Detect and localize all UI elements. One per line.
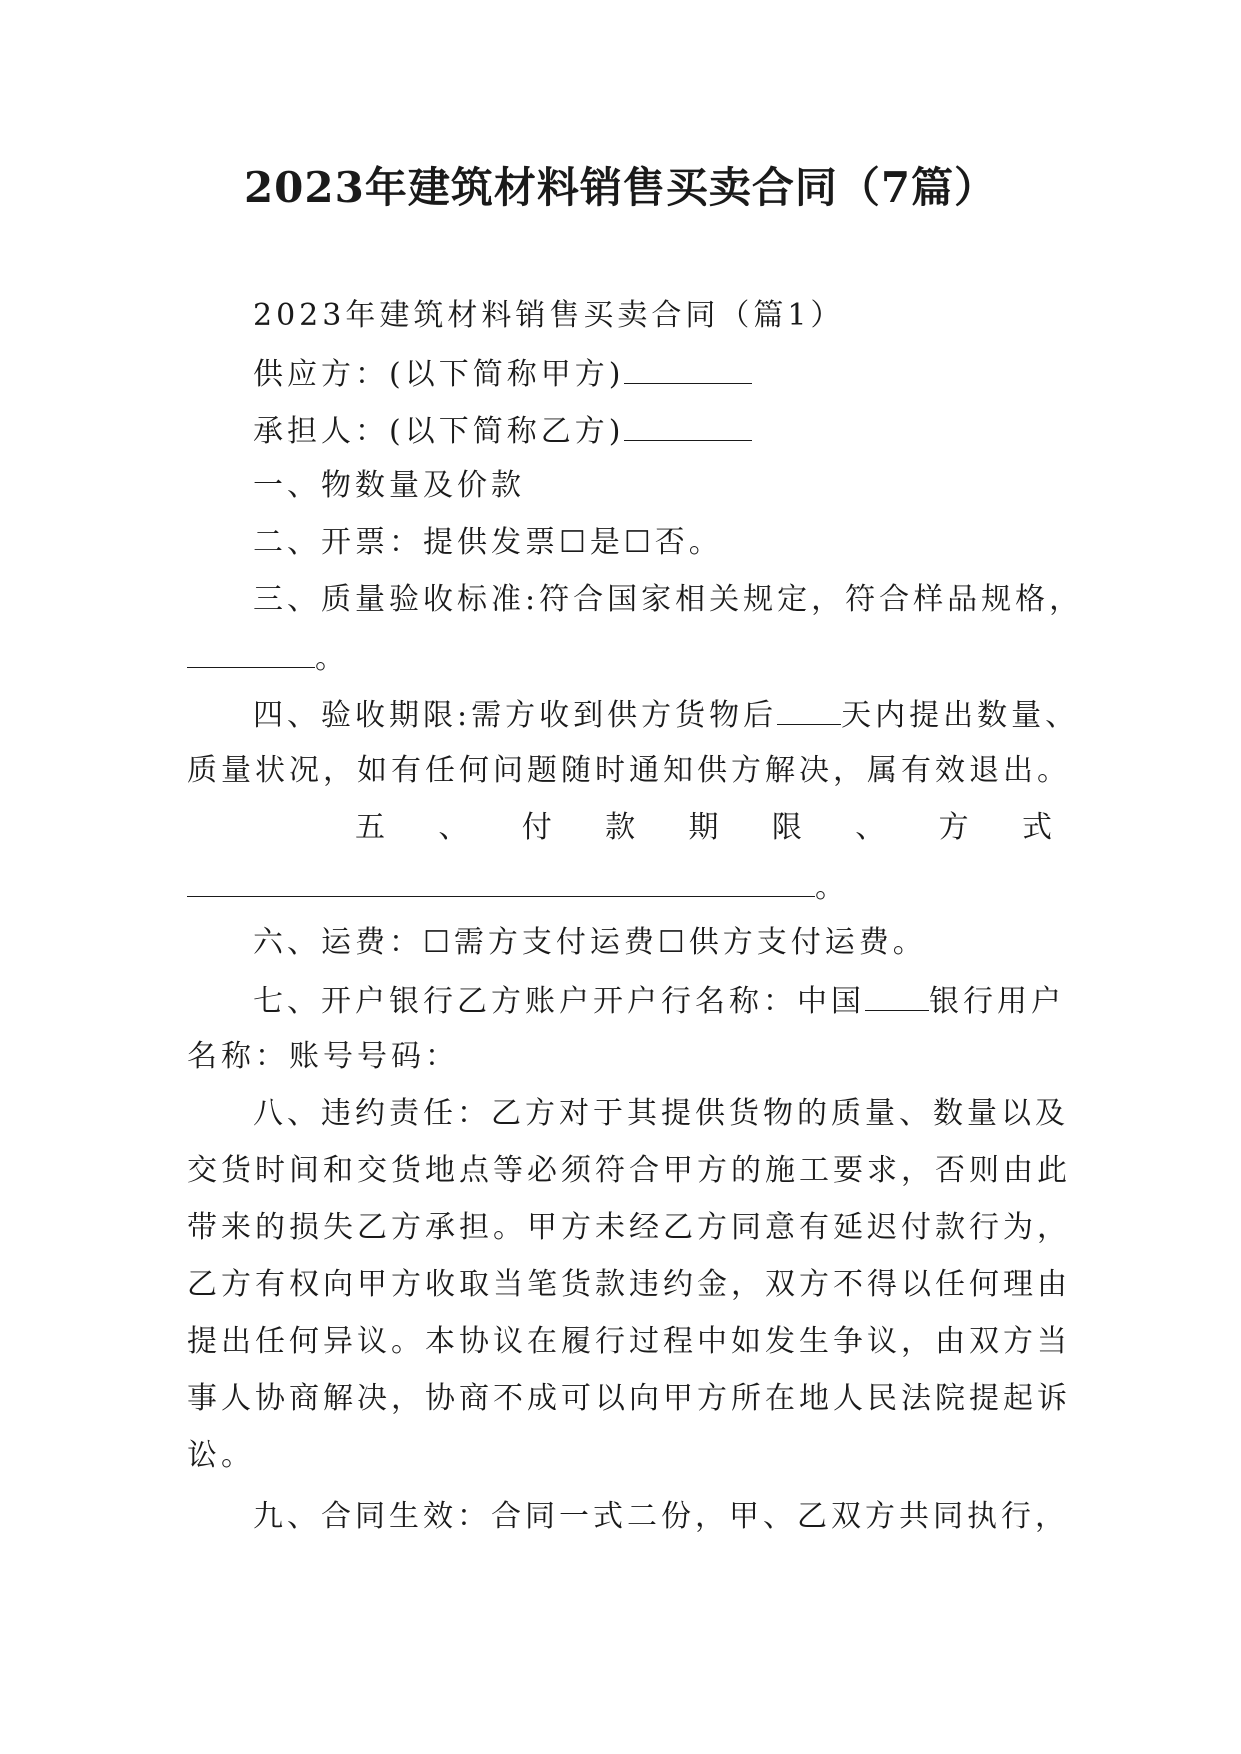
supplier-line — [253, 353, 1121, 395]
clause-4-part-a: 四、验收期限:需方收到供方货物后 — [253, 698, 778, 733]
clause-5-char: 五 — [355, 810, 385, 845]
clause-7-continued: 名称：账号号码： — [187, 1039, 459, 1074]
clause-6: 六、运费：☐需方支付运费☐供方支付运费。 — [253, 925, 927, 960]
undertaker-blank — [624, 410, 752, 441]
clause-7-part-a: 七、开户银行乙方账户开户行名称：中国 — [253, 984, 865, 1019]
clause-5-char: 期 — [688, 810, 719, 845]
clause-4 — [253, 694, 1121, 736]
bank-blank — [865, 980, 929, 1011]
clause-5-spread — [355, 808, 1052, 848]
quality-blank — [187, 637, 315, 668]
supplier-blank — [624, 353, 752, 384]
clause-8-line: 乙方有权向甲方收取当笔货款违约金，双方不得以任何理由 — [187, 1267, 1071, 1302]
clause-7-part-b: 银行用户 — [929, 984, 1065, 1019]
clause-5-tail: 。 — [815, 870, 849, 905]
clause-8-line: 带来的损失乙方承担。甲方未经乙方同意有延迟付款行为， — [187, 1210, 1071, 1245]
undertaker-label: 承担人：(以下简称乙方) — [253, 414, 625, 449]
clause-4-continued: 质量状况，如有任何问题随时通知供方解决，属有效退出。 — [187, 753, 1071, 788]
clause-5-char: 款 — [605, 810, 636, 845]
days-blank — [777, 694, 841, 725]
clause-4-part-b: 天内提出数量、 — [841, 698, 1080, 733]
clause-2: 二、开票：提供发票☐是☐否。 — [253, 525, 723, 560]
undertaker-line — [253, 410, 1121, 452]
clause-5-continued — [187, 866, 1055, 908]
section-subtitle: 2023年建筑材料销售买卖合同（篇1） — [253, 298, 845, 333]
clause-5-char: 方 — [938, 810, 969, 845]
clause-5-char: 限 — [771, 810, 802, 845]
clause-3-tail: 。 — [315, 641, 349, 676]
payment-blank — [187, 866, 815, 897]
clause-5-char: 、 — [855, 810, 886, 845]
supplier-label: 供应方：(以下简称甲方) — [253, 357, 625, 392]
clause-7 — [253, 980, 1121, 1022]
clause-1: 一、物数量及价款 — [253, 468, 525, 503]
clause-8-line: 交货时间和交货地点等必须符合甲方的施工要求，否则由此 — [187, 1153, 1071, 1188]
clause-8-line: 讼。 — [187, 1438, 255, 1473]
clause-8-line: 事人协商解决，协商不成可以向甲方所在地人民法院提起诉 — [187, 1381, 1071, 1416]
clause-5 — [355, 808, 1223, 848]
clause-5-char: 式 — [1022, 810, 1052, 845]
document-title: 2023年建筑材料销售买卖合同（7篇） — [243, 163, 998, 212]
clause-5-char: 付 — [521, 810, 552, 845]
clause-3-continued — [187, 637, 1055, 679]
clause-9: 九、合同生效：合同一式二份，甲、乙双方共同执行， — [253, 1499, 1069, 1534]
clause-8-line: 提出任何异议。本协议在履行过程中如发生争议，由双方当 — [187, 1324, 1071, 1359]
clause-3: 三、质量验收标准:符合国家相关规定，符合样品规格， — [253, 582, 1084, 617]
clause-8-line: 八、违约责任：乙方对于其提供货物的质量、数量以及 — [253, 1096, 1069, 1131]
clause-5-char: 、 — [438, 810, 469, 845]
